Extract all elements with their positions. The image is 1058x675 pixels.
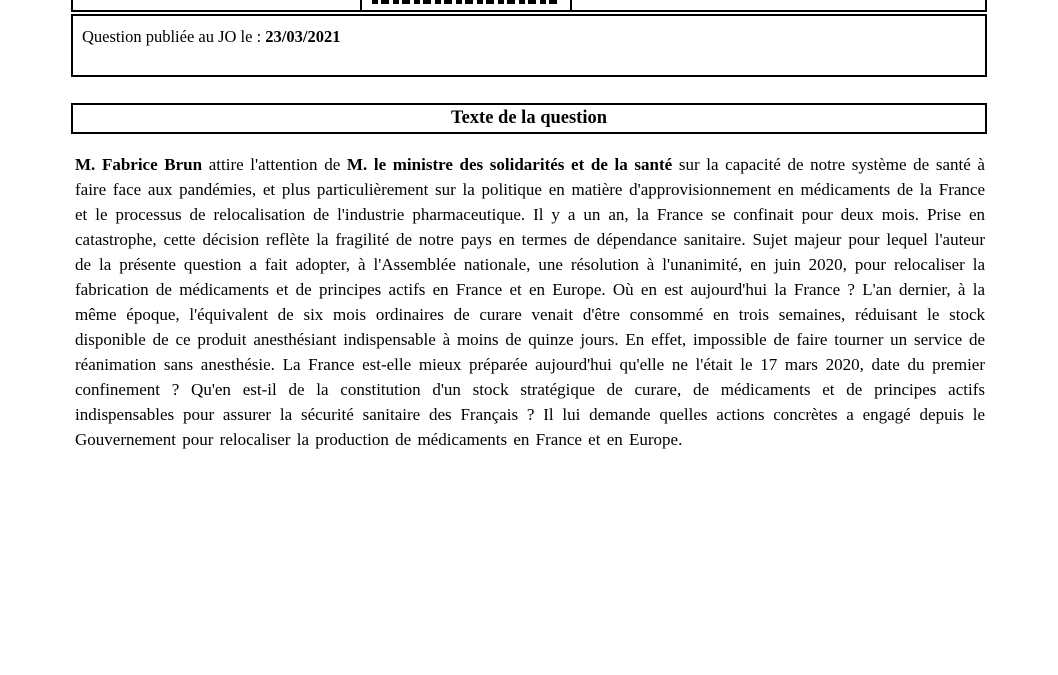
section-title: Texte de la question	[450, 108, 608, 128]
connector-text: attire l'attention de	[202, 155, 347, 174]
header-table-fragment	[71, 0, 987, 12]
publication-label: Question publiée au JO le :	[82, 27, 266, 46]
question-paragraph	[75, 152, 985, 452]
header-table-cell-right	[572, 0, 985, 10]
author-name: M. Fabrice Brun	[75, 155, 203, 174]
publication-date: 23/03/2021	[265, 27, 341, 46]
body-text: sur la capacité de notre système de santé à faire face aux pandémies, et plus particulièrement sur la politique en matière d'approvisionnement en médicaments de la France et le processus de relocalisation de l'industrie pharmaceutique. Il y a un an, la France se confinait pour deux mois. Prise en catastrophe, cette décision reflète la fragilité de notre pays en termes de dépendance sanitaire. Sujet majeur pour lequel l'auteur de la présente question a fait adopter, à l'Assemblée nationale, une résolution à l'unanimité, en juin 2020, pour relocaliser la fabrication de médicaments et de principes actifs en France et en Europe. Où en est aujourd'hui la France ? L'an dernier, à la même époque, l'équivalent de six mois ordinaires de curare venait d'être consommé en trois semaines, réduisant le stock disponible de ce produit anesthésiant indispensable à moins de quinze jours. En effet, impossible de faire tourner un service de réanimation sans anesthésie. La France est-elle mieux préparée aujourd'hui qu'elle ne l'était le 17 mars 2020, date du premier confinement ? Qu'en est-il de la constitution d'un stock stratégique de curare, de médicaments et de principes actifs indispensables pour assurer la sécurité sanitaire des Français ? Il lui demande quelles actions concrètes a engagé depuis le Gouvernement pour relocaliser la production de médicaments en France et en Europe.	[75, 155, 985, 449]
clipped-text-fragment	[372, 0, 560, 4]
header-table-cell-middle	[360, 0, 572, 10]
minister-title: M. le ministre des solidarités et de la santé	[346, 155, 673, 174]
header-table-cell-left	[73, 0, 360, 10]
publication-box	[71, 14, 987, 77]
section-title-box	[71, 103, 987, 134]
